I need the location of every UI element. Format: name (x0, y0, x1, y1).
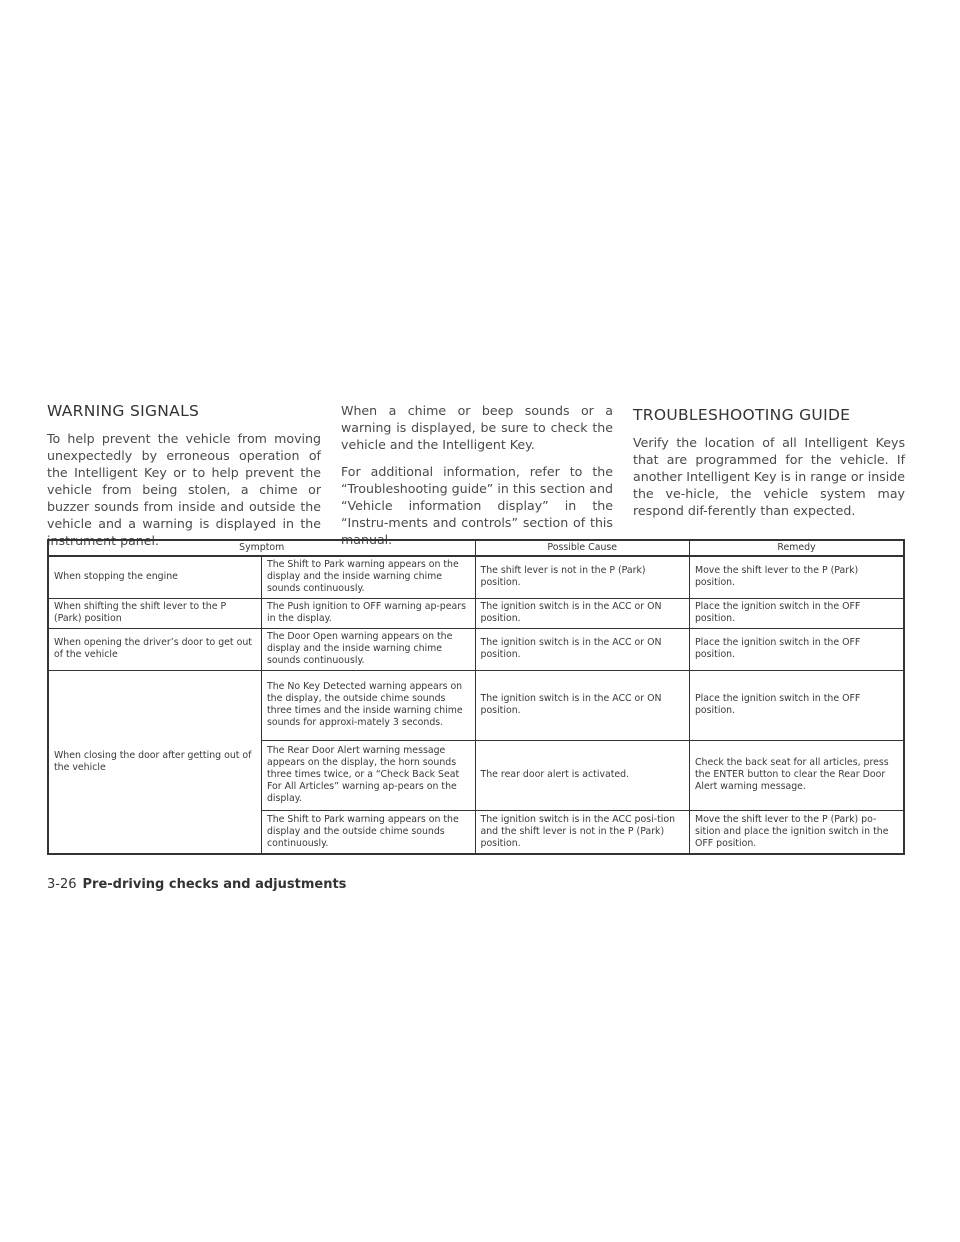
table-row (48, 556, 904, 598)
column-troubleshooting (633, 402, 905, 529)
header-symptom: Symptom (48, 540, 475, 556)
page-number: 3-26 (47, 877, 77, 892)
situation-cell: When opening the driver’s door to get out of the vehicle (48, 628, 261, 670)
remedy-cell: Place the ignition switch in the OFF position. (689, 598, 904, 628)
remedy-cell: Move the shift lever to the P (Park) po-sition and place the ignition switch in the OFF position. (689, 810, 904, 854)
symptom-cell: The Door Open warning appears on the display and the inside warning chime sounds continuously. (261, 628, 475, 670)
remedy-cell: Place the ignition switch in the OFF position. (689, 628, 904, 670)
cause-cell: The ignition switch is in the ACC or ON position. (475, 628, 689, 670)
chime-paragraph: When a chime or beep sounds or a warning is displayed, be sure to check the vehicle and the Intelligent Key. (341, 403, 613, 452)
symptom-cell: The Push ignition to OFF warning ap-pears in the display. (261, 598, 475, 628)
column-middle (341, 402, 613, 558)
table-row (48, 598, 904, 628)
remedy-cell: Place the ignition switch in the OFF position. (689, 670, 904, 740)
table-header-row (48, 540, 904, 556)
remedy-cell: Check the back seat for all articles, press the ENTER button to clear the Rear Door Alert warning message. (689, 740, 904, 810)
symptom-cell: The Rear Door Alert warning message appears on the display, the horn sounds three times twice, or a “Check Back Seat For All Articles” warning ap-pears on the display. (261, 740, 475, 810)
situation-cell: When shifting the shift lever to the P (Park) position (48, 598, 261, 628)
cause-cell: The ignition switch is in the ACC posi-tion and the shift lever is not in the P (Park) position. (475, 810, 689, 854)
remedy-cell: Move the shift lever to the P (Park) position. (689, 556, 904, 598)
table-row (48, 628, 904, 670)
table-row (48, 670, 904, 740)
troubleshooting-heading: TROUBLESHOOTING GUIDE (633, 406, 851, 424)
section-title: Pre-driving checks and adjustments (82, 877, 347, 892)
header-remedy: Remedy (689, 540, 904, 556)
situation-cell: When closing the door after getting out of the vehicle (48, 670, 261, 854)
cause-cell: The ignition switch is in the ACC or ON position. (475, 670, 689, 740)
column-warning-signals (47, 402, 321, 559)
page-footer (47, 877, 346, 892)
header-possible-cause: Possible Cause (475, 540, 689, 556)
cause-cell: The shift lever is not in the P (Park) position. (475, 556, 689, 598)
cause-cell: The rear door alert is activated. (475, 740, 689, 810)
warning-signals-paragraph: To help prevent the vehicle from moving unexpectedly by erroneous operation of the Intelligent Key or to help prevent the vehicle from being stolen, a chime or buzzer sounds from inside and outside the vehicle and a warning is displayed in the instrument panel. (47, 431, 321, 548)
symptom-cell: The Shift to Park warning appears on the display and the outside chime sounds continuously. (261, 810, 475, 854)
troubleshooting-paragraph: Verify the location of all Intelligent Keys that are programmed for the vehicle. If another Intelligent Key is in range or inside the ve-hicle, the vehicle system may respond dif-ferently than expected. (633, 435, 905, 518)
warning-signals-heading: WARNING SIGNALS (47, 402, 200, 420)
cause-cell: The ignition switch is in the ACC or ON position. (475, 598, 689, 628)
situation-cell: When stopping the engine (48, 556, 261, 598)
troubleshooting-table (47, 539, 905, 855)
symptom-cell: The Shift to Park warning appears on the display and the inside warning chime sounds continuously. (261, 556, 475, 598)
symptom-cell: The No Key Detected warning appears on the display, the outside chime sounds three times and the inside warning chime sounds for approxi-mately 3 seconds. (261, 670, 475, 740)
additional-info-paragraph: For additional information, refer to the “Troubleshooting guide” in this section and “Vehicle information display” in the “Instru-ments and controls” section of this manual. (341, 464, 613, 547)
